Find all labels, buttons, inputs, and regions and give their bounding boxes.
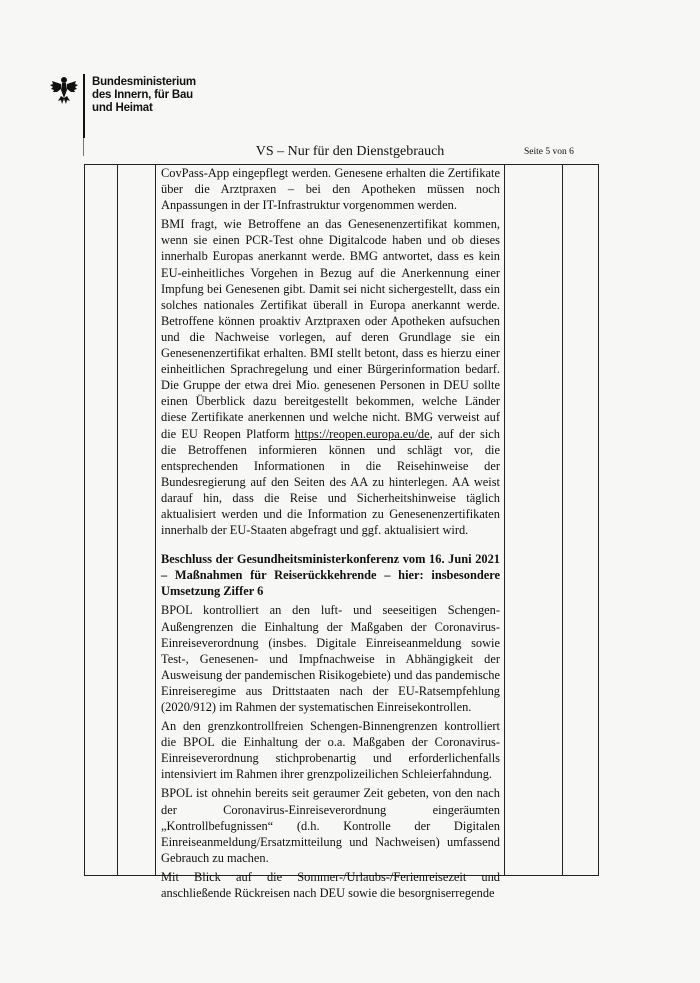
ministry-name-line-2: des Innern, für Bau xyxy=(92,89,193,101)
classification-label: VS – Nur für den Dienstgebrauch xyxy=(255,144,445,159)
paragraph xyxy=(161,216,500,538)
table-text-column xyxy=(161,165,500,904)
table-column-border xyxy=(598,164,599,876)
table-column-border xyxy=(155,164,156,876)
table-column-border xyxy=(84,164,85,876)
page-number: Seite 5 von 6 xyxy=(524,147,574,157)
ministry-name-line-3: und Heimat xyxy=(92,102,153,114)
table-column-border xyxy=(117,164,118,876)
table-column-border xyxy=(504,164,505,876)
section-heading: Beschluss der Gesundheitsministerkonferenz vom 16. Juni 2021 – Maßnahmen für Reiserückkehrende – hier: insbesondere Umsetzung Ziffer 6 xyxy=(161,552,500,599)
ministry-name-line-1: Bundesministerium xyxy=(92,76,196,88)
paragraph: An den grenzkontrollfreien Schengen-Binnengrenzen kontrolliert die BPOL die Einhaltung der o.a. Maßgaben der Coronavirus-Einreiseverordnung stichprobenartig und erforderlichenfalls intensiviert im Rahmen ihrer grenzpolizeilichen Schleierfahndung. xyxy=(161,719,500,782)
table-column-border xyxy=(562,164,563,876)
reopen-link[interactable]: https://reopen.europa.eu/de xyxy=(294,426,430,441)
paragraph: Mit Blick auf die Sommer-/Urlaubs-/Ferienreisezeit und anschließende Rückreisen nach DEU sowie die besorgniserregende xyxy=(161,869,500,901)
paragraph-text: BMI fragt, wie Betroffene an das Genesenenzertifikat kommen, wenn sie einen PCR-Test ohne Digitalcode haben und ob dieses innerhalb Europas anerkannt werde. BMG antwortet, dass es kein EU-einheitliches Vorgehen in Bezug auf die Anerkennung einer Impfung bei Genesenen gibt. Damit sei nicht sichergestellt, dass ein solches nationales Zertifikat überall in Europa anerkannt werde. Betroffene können proaktiv Arztpraxen oder Apotheken aufsuchen und die Nachweise vorlegen, auf deren Grundlage sie ein Genesenenzertifikat erhalten. BMI stellt betont, dass es hierzu einer einheitlichen Sprachregelung und einer Bürgerinformation bedarf. Die Gruppe der etwa drei Mio. genesenen Personen in DEU sollte einen Überblick dazu bereitgestellt bekommen, welche Länder diese Zertifikate anerkennen und welche nicht. BMG verweist auf die EU Reopen Platform xyxy=(161,217,500,441)
paragraph: CovPass-App eingepflegt werden. Genesene erhalten die Zertifikate über die Arztpraxen – bei den Apotheken müssen noch Anpassungen in der IT-Infrastruktur vorgenommen werden. xyxy=(161,166,500,213)
paragraph: BPOL kontrolliert an den luft- und seeseitigen Schengen-Außengrenzen die Einhaltung der Maßgaben der Coronavirus-Einreiseverordnung (insbes. Digitale Einreiseanmeldung sowie Test-, Genesenen- und Impfnachweise in Abhängigkeit der Ausweisung der pandemischen Risikogebiete) und das pandemische Einreiseregime aus Drittstaaten nach der EU-Ratsempfehlung (2020/912) im Rahmen der systematischen Einreisekontrollen. xyxy=(161,603,500,714)
paragraph: BPOL ist ohnehin bereits seit geraumer Zeit gebeten, von den nach der Coronavirus-Einreiseverordnung eingeräumten „Kontrollbefugnissen“ (d.h. Kontrolle der Digitalen Einreiseanmeldung/Ersatzmitteilung und Nachweisen) umfassend Gebrauch zu machen. xyxy=(161,786,500,865)
paragraph-text: , auf der sich die Betroffenen informieren können und schlägt vor, die entsprechenden Informationen in die Reisehinweise der Bundesregierung auf den Seiten des AA zu hinterlegen. AA weist darauf hin, dass die Reise und Sicherheitshinweise täglich aktualisiert werden und die Information zu Genesenenzertifikaten innerhalb der EU-Staaten abgefragt und ggf. aktualisiert wird. xyxy=(161,426,500,538)
